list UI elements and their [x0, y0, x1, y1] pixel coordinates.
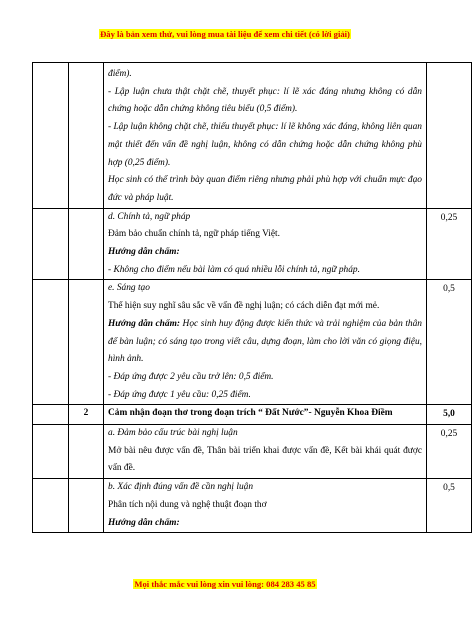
- criteria-line: - Lập luận không chặt chẽ, thiếu thuyết phục: lí lẽ không xác đáng, không liên quan mật thiết đến vấn đề nghị luận, không có dẫn chứng hoặc dẫn chứng không phù hợp (0,25 điểm).: [108, 122, 422, 168]
- table-row-continued-criteria: [33, 63, 472, 209]
- criteria-cell: [104, 280, 427, 405]
- criteria-cell: [104, 479, 427, 533]
- empty-cell: [33, 479, 69, 533]
- empty-cell: [33, 280, 69, 405]
- question-number: 2: [69, 405, 104, 425]
- guide-item: - Đáp ứng được 1 yêu cầu: 0,25 điểm.: [108, 389, 251, 400]
- guide-label: Hướng dẫn chấm:: [108, 318, 180, 329]
- guide-label: Hướng dẫn chấm:: [108, 247, 180, 258]
- criteria-cell: [104, 63, 427, 209]
- criteria-title: d. Chính tả, ngữ pháp: [108, 211, 191, 222]
- empty-cell: [69, 425, 104, 479]
- criteria-title: e. Sáng tạo: [108, 283, 150, 294]
- criteria-line: điểm).: [108, 69, 132, 79]
- criteria-title: a. Đảm bảo cấu trúc bài nghị luận: [108, 428, 238, 439]
- empty-cell: [69, 479, 104, 533]
- guide-label: Hướng dẫn chấm:: [108, 517, 180, 528]
- preview-notice-text: Đây là bản xem thử, vui lòng mua tài liệu để xem chi tiết (có lời giải): [100, 29, 350, 39]
- criteria-note: Học sinh có thể trình bày quan điểm riêng nhưng phải phù hợp với chuẩn mực đạo đức và pháp luật.: [108, 175, 422, 203]
- score-value: 0,5: [427, 479, 472, 533]
- criteria-cell: [104, 425, 427, 479]
- criteria-text: Thể hiện suy nghĩ sâu sắc về vấn đề nghị luận; có cách diễn đạt mới mẻ.: [108, 301, 380, 312]
- contact-text: Mọi thắc mắc vui lòng xin vui lòng: 084 283 45 85: [134, 579, 316, 589]
- table-row-creativity: [33, 280, 472, 405]
- empty-cell: [69, 280, 104, 405]
- grading-table: [32, 62, 472, 533]
- guide-text: Học sinh huy động được kiến thức và trải nghiệm của bản thân để bàn luận; có sáng tạo trong viết câu, dựng đoạn, làm cho lời văn có giọng điệu, hình ảnh.: [108, 318, 422, 365]
- score-value: 0,5: [427, 280, 472, 405]
- criteria-text: Mở bài nêu được vấn đề, Thân bài triển khai được vấn đề, Kết bài khái quát được vấn đề.: [108, 445, 422, 474]
- table-row-identify-issue: [33, 479, 472, 533]
- criteria-title: b. Xác định đúng vấn đề cần nghị luận: [108, 482, 254, 493]
- empty-cell: [33, 63, 69, 209]
- score-value: 0,25: [427, 208, 472, 280]
- score-value: 5,0: [427, 405, 472, 425]
- criteria-line: - Lập luận chưa thật chặt chẽ, thuyết phục: lí lẽ xác đáng nhưng không có dẫn chứng hoặc dẫn chứng không tiêu biểu (0,5 điểm).: [108, 86, 422, 115]
- score-cell: [427, 63, 472, 209]
- empty-cell: [69, 63, 104, 209]
- guide-text: - Không cho điểm nếu bài làm có quá nhiều lỗi chính tả, ngữ pháp.: [108, 264, 360, 275]
- table-row-question-2: [33, 405, 472, 425]
- table-row-spelling-grammar: [33, 208, 472, 280]
- contact-banner: [0, 579, 450, 589]
- criteria-text: Phân tích nội dung và nghệ thuật đoạn thơ: [108, 499, 267, 510]
- empty-cell: [69, 208, 104, 280]
- table-row-structure: [33, 425, 472, 479]
- guide-item: - Đáp ứng được 2 yêu cầu trở lên: 0,5 điểm.: [108, 371, 274, 382]
- criteria-cell: [104, 208, 427, 280]
- preview-notice-banner: [0, 29, 450, 39]
- question-cell: [104, 405, 427, 425]
- empty-cell: [33, 405, 69, 425]
- empty-cell: [33, 208, 69, 280]
- question-title: Cảm nhận đoạn thơ trong đoạn trích “ Đất Nước”- Nguyễn Khoa Điềm: [108, 408, 393, 419]
- empty-cell: [33, 425, 69, 479]
- score-value: 0,25: [427, 425, 472, 479]
- criteria-text: Đảm bảo chuẩn chính tả, ngữ pháp tiếng Việt.: [108, 229, 281, 240]
